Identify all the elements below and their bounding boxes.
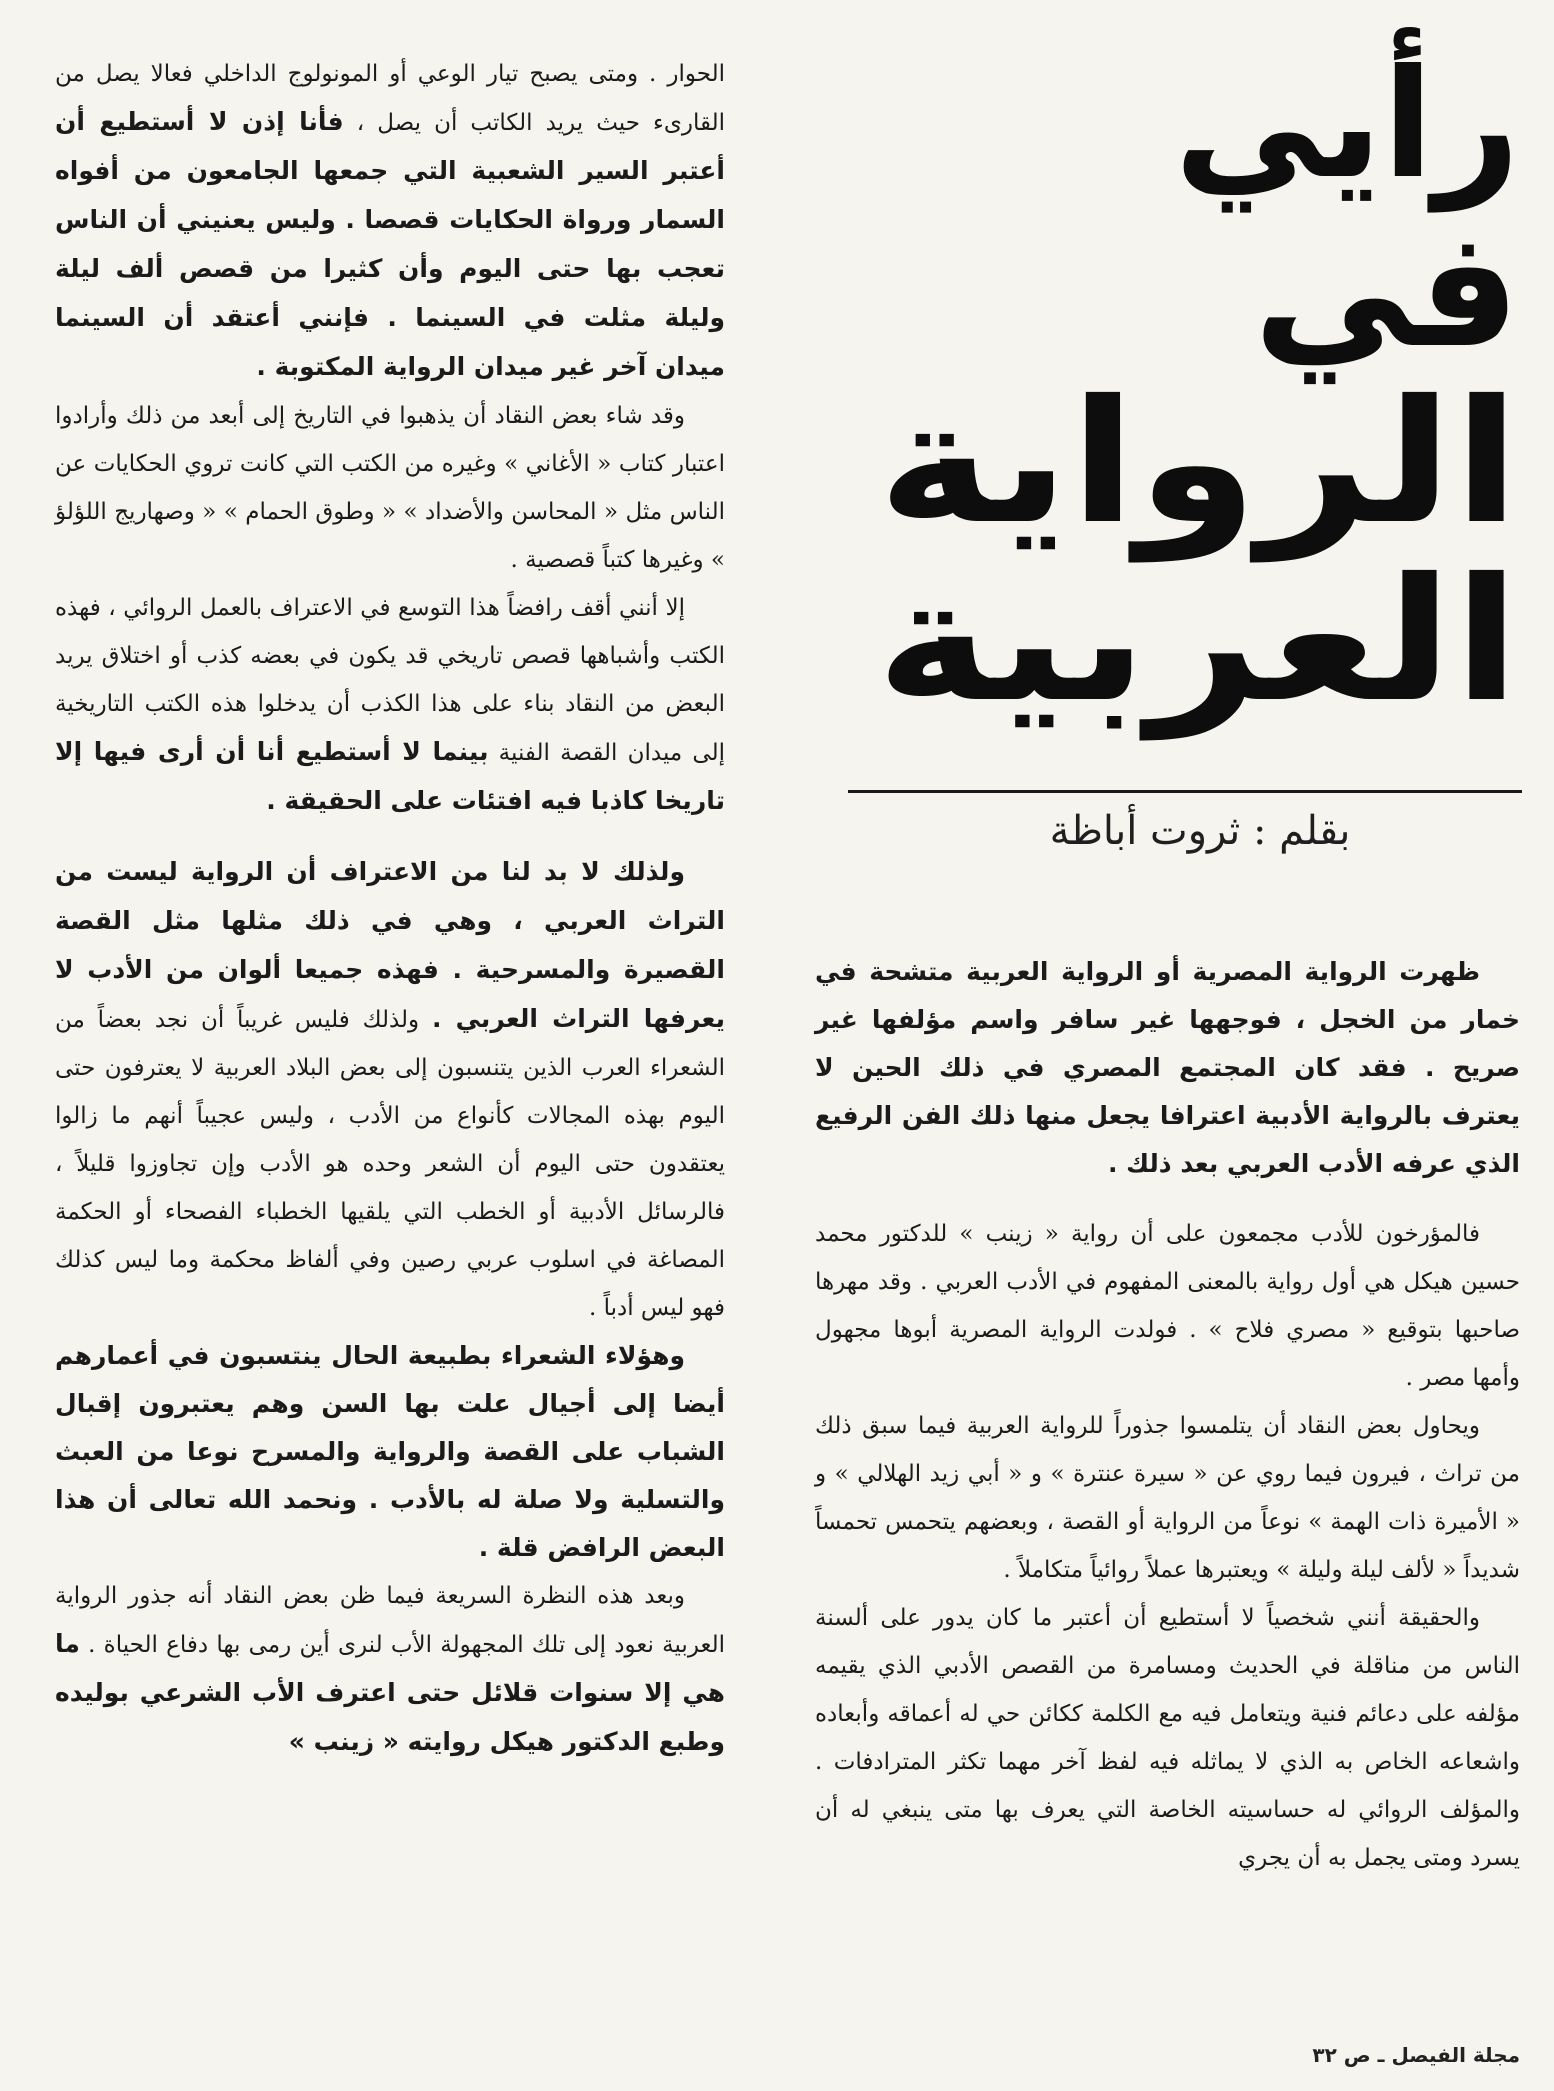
title-line-2: في — [1253, 196, 1520, 383]
page-footer: مجلة الفيصل ـ ص ٣٢ — [1312, 2043, 1520, 2067]
paragraph-bold-text: بينما لا أستطيع أنا أن أرى فيها إلا تاريخا كاذبا فيه افتئات على الحقيقة . — [55, 737, 725, 815]
paragraph-bold-text: ولذلك لا بد لنا من الاعتراف أن الرواية ليست من التراث العربي ، وهي في ذلك مثلها مثل القصة القصيرة والمسرحية . فهذه جميعا ألوان من الأدب لا يعرفها التراث العربي . — [55, 857, 726, 1033]
paragraph-text: الحوار . ومتى يصبح تيار الوعي أو المونولوج الداخلي فعالا يصل من القارىء حيث يريد الكاتب أن يصل ، — [55, 61, 726, 136]
paragraph: والحقيقة أنني شخصياً لا أستطيع أن أعتبر ما كان يدور على ألسنة الناس من مناقلة في الحديث ومسامرة من القصص الأدبي الذي يقيمه مؤلفه على دعائم فنية ويتعامل فيه مع الكلمة ككائن حي له أعماقه وأبعاده واشعاعه الخاص به الذي لا يماثله فيه لفظ آخر مهما تكثر المترادفات . والمؤلف الروائي له حساسيته الخاصة التي يعرف بها متى ينبغي له أن يسرد ومتى يجمل به أن يجري — [815, 1605, 1520, 1871]
paragraph-text: إلا أنني أقف رافضاً هذا التوسع في الاعتراف بالعمل الروائي ، فهذه الكتب وأشباهها قصص تاريخي قد يكون في بعضه كذب أو اختلاق يريد البعض من النقاد بناء على هذا الكذب أن يدخلوا هذه الكتب التاريخية إلى ميدان القصة الفنية — [55, 595, 725, 766]
paragraph: فالمؤرخون للأدب مجمعون على أن رواية « زينب » للدكتور محمد حسين هيكل هي أول رواية بالمعنى المفهوم في الأدب العربي . وقد مهرها صاحبها بتوقيع « مصري فلاح » . فولدت الرواية المصرية أبوها مجهول وأمها مصر . — [815, 1221, 1520, 1391]
paragraph — [55, 848, 725, 1332]
paragraph — [55, 50, 725, 392]
paragraph-intro: ظهرت الرواية المصرية أو الرواية العربية متشحة في خمار من الخجل ، فوجهها غير سافر واسم مؤلفها غير صريح . فقد كان المجتمع المصري في ذلك الحين لا يعترف بالرواية الأدبية اعترافا يجعل منها ذلك الفن الرفيع الذي عرفه الأدب العربي بعد ذلك . — [815, 957, 1520, 1178]
paragraph-bold-text: ما هي إلا سنوات قلائل حتى اعترف الأب الشرعي بوليده وطبع الدكتور هيكل روايته « زينب » — [55, 1629, 725, 1756]
title-line-1: رأيي — [1174, 38, 1520, 212]
right-column — [815, 948, 1520, 2038]
paragraph: وقد شاء بعض النقاد أن يذهبوا في التاريخ إلى أبعد من ذلك وأرادوا اعتبار كتاب « الأغاني » وغيره من الكتب التي كانت تروي الحكايات عن الناس مثل « المحاسن والأضداد » « وطوق الحمام » « وصهاريج اللؤلؤ » وغيرها كتباً قصصية . — [55, 403, 725, 573]
paragraph-bold: وهؤلاء الشعراء بطبيعة الحال ينتسبون في أعمارهم أيضا إلى أجيال علت بها السن وهم يعتبرون إقبال الشباب على القصة والرواية والمسرح نوعا من العبث والتسلية ولا صلة له بالأدب . ونحمد الله تعالى أن هذا البعض الرافض قلة . — [55, 1341, 725, 1562]
paragraph-text: ولذلك فليس غريباً أن نجد بعضاً من الشعراء العرب الذين يتنسبون إلى بعض البلاد العربية لا يعترفون حتى اليوم بهذه المجالات كأنواع من الأدب ، وليس عجيباً أنهم ما زالوا يعتقدون حتى اليوم أن الشعر وحده هو الأدب وإن تجاوزوا قليلاً ، فالرسائل الأدبية أو الخطب التي يلقيها الخطباء الفصحاء أو الحكمة المصاغة في اسلوب عربي رصين وفي ألفاظ محكمة وما ليس كذلك فهو ليس أدباً . — [55, 1007, 725, 1321]
title-line-4: العربية — [875, 542, 1520, 740]
paragraph — [55, 584, 725, 826]
title-divider — [848, 790, 1522, 793]
paragraph — [55, 1572, 725, 1767]
article-title — [840, 40, 1520, 780]
left-column — [55, 50, 725, 2030]
title-line-3: الرواية — [877, 364, 1520, 562]
paragraph: ويحاول بعض النقاد أن يتلمسوا جذوراً للرواية العربية فيما سبق ذلك من تراث ، فيرون فيما روي عن « سيرة عنترة » و « أبي زيد الهلالي » و « الأميرة ذات الهمة » نوعاً من الرواية أو القصة ، وبعضهم يتحمس تحمساً شديداً « لألف ليلة وليلة » ويعتبرها عملاً روائياً متكاملاً . — [815, 1413, 1520, 1583]
author-byline: بقلم : ثروت أباظة — [1049, 808, 1351, 854]
paragraph-bold-text: فأنا إذن لا أستطيع أن أعتبر السير الشعبية التي جمعها الجامعون من أفواه السمار ورواة الحكايات قصصا . وليس يعنيني أن الناس تعجب بها حتى اليوم وأن كثيرا من قصص ألف ليلة وليلة مثلت في السينما . فإنني أعتقد أن السينما ميدان آخر غير ميدان الرواية المكتوبة . — [55, 107, 725, 381]
paragraph-text: وبعد هذه النظرة السريعة فيما ظن بعض النقاد أنه جذور الرواية العربية نعود إلى تلك المجهولة الأب لنرى أين رمى بها دفاع الحياة . — [55, 1583, 726, 1658]
